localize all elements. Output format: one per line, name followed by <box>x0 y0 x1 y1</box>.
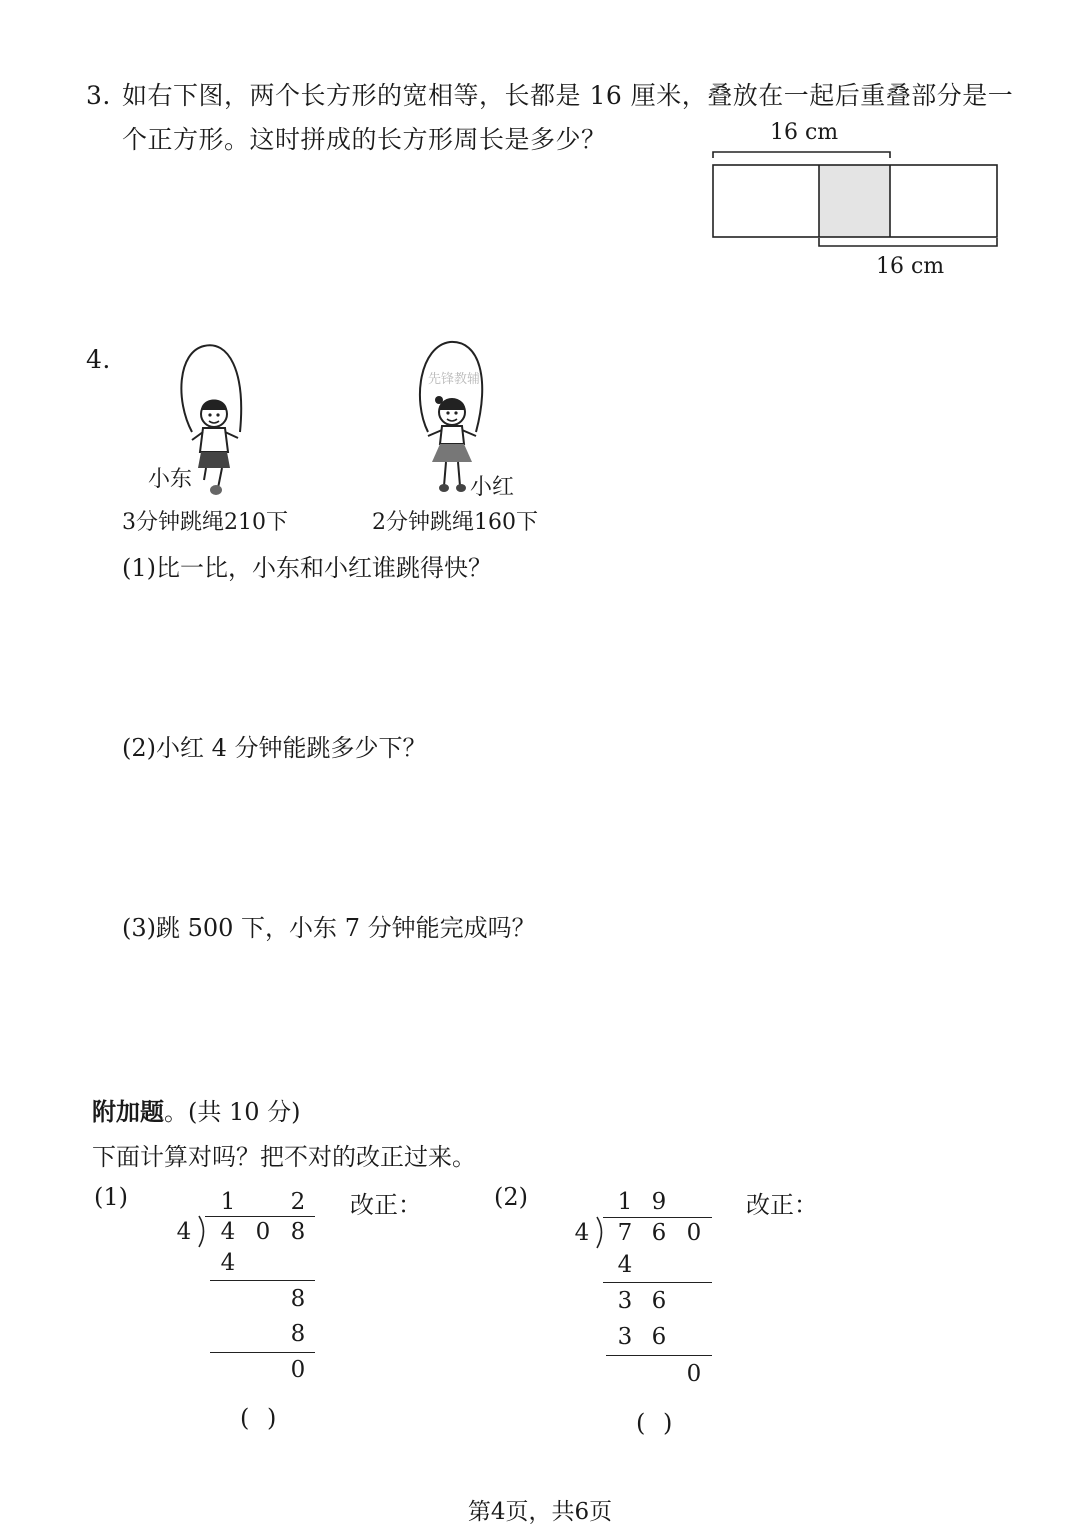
judgment-blank-1[interactable]: ( ) <box>240 1404 277 1432</box>
q3-bottom-length-label: 16 cm <box>876 254 945 279</box>
dividend-digit: 8 <box>290 1219 306 1245</box>
overlap-square <box>819 165 890 237</box>
q4-number: 4. <box>86 345 111 374</box>
problem-2-label: (2) <box>494 1183 528 1211</box>
division-bar <box>603 1217 712 1218</box>
remainder-digit: 0 <box>686 1361 702 1387</box>
q4-sub2: (2)小红 4 分钟能跳多少下？ <box>122 734 427 762</box>
subtraction-line <box>606 1355 712 1356</box>
subtraction-line <box>210 1280 315 1281</box>
division-bar <box>205 1216 315 1217</box>
dividend-digit: 0 <box>686 1220 702 1246</box>
step-digit: 3 <box>617 1288 633 1314</box>
dividend-digit: 6 <box>651 1220 667 1246</box>
dividend-digit: 0 <box>255 1219 271 1245</box>
girl-caption: 2分钟跳绳160下 <box>372 510 538 535</box>
dividend-digit: 7 <box>617 1220 633 1246</box>
quotient-digit: 1 <box>220 1189 236 1215</box>
correction-label-2: 改正： <box>746 1191 818 1219</box>
quotient-digit: 9 <box>651 1189 667 1215</box>
top-brace <box>713 152 890 158</box>
page-footer: 第4页，共6页 <box>467 1499 613 1525</box>
bonus-heading <box>92 1092 301 1127</box>
step-digit: 6 <box>651 1324 667 1350</box>
step-digit: 4 <box>617 1252 633 1278</box>
problem-1-label: (1) <box>94 1183 128 1211</box>
q3-number: 3. <box>86 81 111 110</box>
correction-label-1: 改正： <box>350 1191 422 1219</box>
q3-text-line2: 个正方形。这时拼成的长方形周长是多少？ <box>122 125 607 154</box>
step-digit: 6 <box>651 1288 667 1314</box>
step-digit: 8 <box>290 1286 306 1312</box>
remainder-digit: 0 <box>290 1357 306 1383</box>
quotient-digit: 2 <box>290 1189 306 1215</box>
step-digit: 8 <box>290 1321 306 1347</box>
dividend-digit: 4 <box>220 1219 236 1245</box>
quotient-digit: 1 <box>617 1189 633 1215</box>
divisor: 4 <box>574 1220 590 1246</box>
subtraction-line <box>210 1352 315 1353</box>
bonus-instruction: 下面计算对吗？把不对的改正过来。 <box>92 1143 476 1171</box>
subtraction-line <box>603 1282 712 1283</box>
boy-caption: 3分钟跳绳210下 <box>122 510 288 535</box>
division-bracket <box>196 1215 210 1249</box>
watermark: 先锋教辅 <box>428 372 481 387</box>
q4-sub3: (3)跳 500 下，小东 7 分钟能完成吗？ <box>122 914 536 942</box>
bottom-brace <box>819 238 997 246</box>
q4-sub1: (1)比一比，小东和小红谁跳得快？ <box>122 554 492 582</box>
bonus-score: 。(共 10 分) <box>164 1098 301 1126</box>
q3-top-length-label: 16 cm <box>770 120 839 145</box>
step-digit: 3 <box>617 1324 633 1350</box>
boy-name-label: 小东 <box>148 467 193 492</box>
q3-text-line1: 如右下图，两个长方形的宽相等，长都是 16 厘米，叠放在一起后重叠部分是一 <box>122 81 1014 110</box>
step-digit: 4 <box>220 1250 236 1276</box>
bonus-title: 附加题 <box>92 1097 164 1126</box>
girl-name-label: 小红 <box>470 475 515 500</box>
division-bracket <box>594 1216 608 1250</box>
judgment-blank-2[interactable]: ( ) <box>636 1409 673 1437</box>
divisor: 4 <box>176 1219 192 1245</box>
